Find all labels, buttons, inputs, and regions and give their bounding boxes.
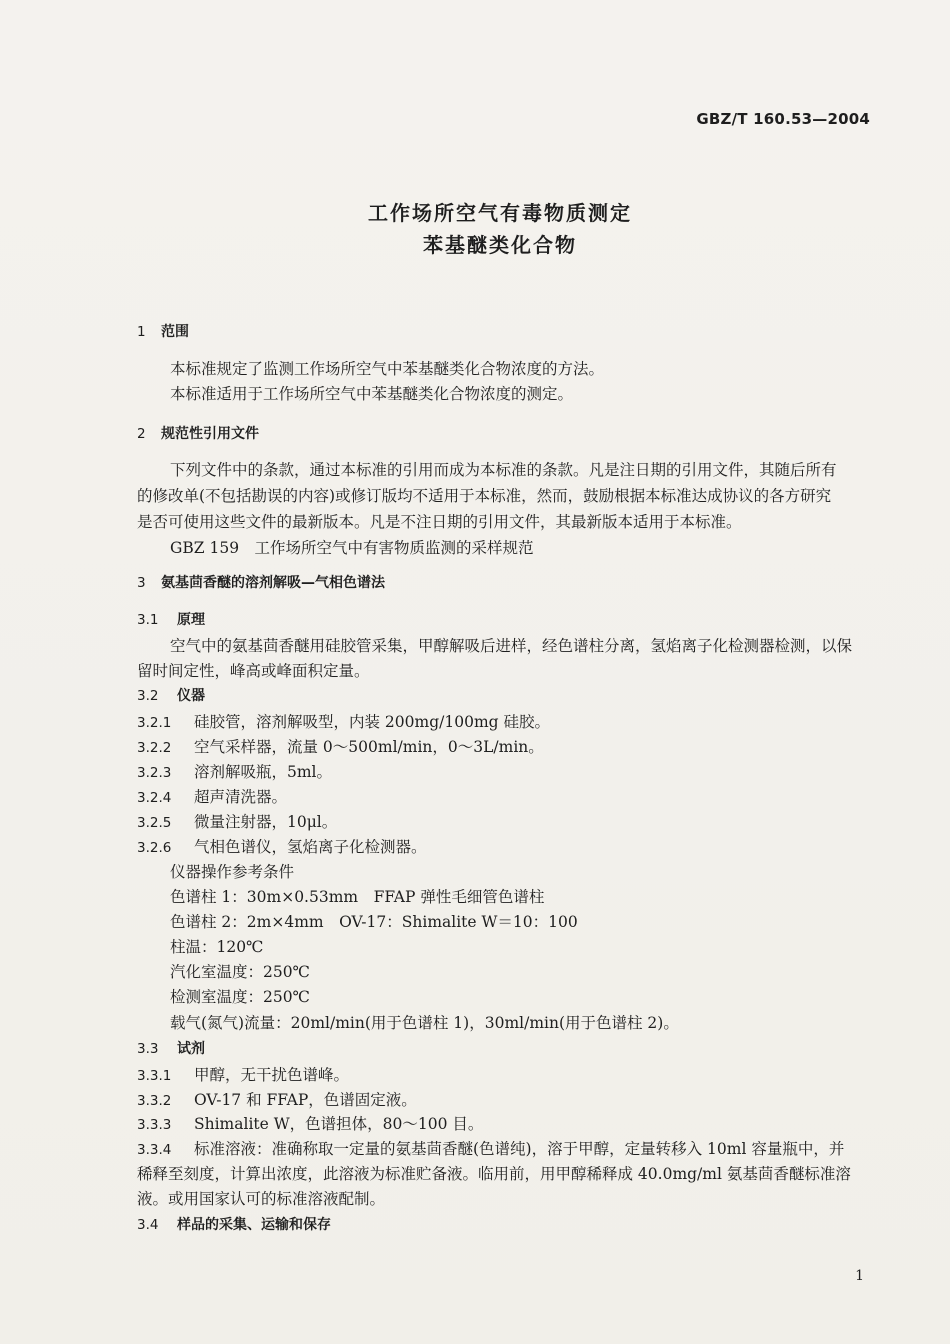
- paragraph-line: 下列文件中的条款，通过本标准的引用而成为本标准的条款。凡是注日期的引用文件，其随后所有: [170, 461, 837, 479]
- item-text: 气相色谱仪，氢焰离子化检测器。: [194, 838, 427, 856]
- condition-line: 检测室温度：250℃: [170, 988, 310, 1006]
- item-text: 标准溶液：准确称取一定量的氨基茴香醚(色谱纯)，溶于甲醇，定量转移入 10ml 容量瓶中，并: [194, 1140, 845, 1158]
- paragraph-line: 稀释至刻度，计算出浓度，此溶液为标准贮备液。临用前，用甲醇稀释成 40.0mg/ml 氨基茴香醚标准溶: [137, 1165, 851, 1183]
- section-2-heading: [137, 424, 259, 444]
- item-text: 甲醇，无干扰色谱峰。: [194, 1066, 350, 1084]
- section-1-heading: [137, 322, 189, 342]
- section-number: 2: [137, 426, 146, 442]
- subsection-number: 3.4: [137, 1217, 159, 1233]
- list-item: [137, 812, 337, 833]
- paragraph-line: 的修改单(不包括勘误的内容)或修订版均不适用于本标准，然而，鼓励根据本标准达成协议的各方研究: [137, 487, 832, 505]
- list-item: [137, 837, 427, 858]
- section-number: 1: [137, 324, 146, 340]
- condition-line: 柱温：120℃: [170, 938, 264, 956]
- item-text: Shimalite W，色谱担体，80～100 目。: [194, 1115, 484, 1133]
- item-text: 溶剂解吸瓶，5ml。: [194, 763, 333, 781]
- section-title: 规范性引用文件: [161, 426, 259, 442]
- item-text: 硅胶管，溶剂解吸型，内装 200mg/100mg 硅胶。: [194, 713, 550, 731]
- item-number: 3.3.2: [137, 1093, 172, 1109]
- item-number: 3.2.3: [137, 765, 172, 781]
- subsection-title: 样品的采集、运输和保存: [177, 1217, 331, 1233]
- subsection-number: 3.3: [137, 1041, 159, 1057]
- paragraph-line: 是否可使用这些文件的最新版本。凡是不注日期的引用文件，其最新版本适用于本标准。: [137, 513, 742, 531]
- item-text: 空气采样器，流量 0～500ml/min，0～3L/min。: [194, 738, 544, 756]
- list-item: [137, 712, 550, 733]
- list-item: [137, 1090, 417, 1111]
- item-text: 超声清洗器。: [194, 788, 288, 806]
- subsection-title: 仪器: [177, 688, 205, 704]
- conditions-title: 仪器操作参考条件: [170, 863, 295, 881]
- paragraph-line: 液。或用国家认可的标准溶液配制。: [137, 1190, 386, 1208]
- condition-line: 载气(氮气)流量：20ml/min(用于色谱柱 1)，30ml/min(用于色谱柱 2)。: [170, 1014, 679, 1032]
- paragraph-line: 空气中的氨基茴香醚用硅胶管采集，甲醇解吸后进样，经色谱柱分离，氢焰离子化检测器检测，以保: [170, 637, 853, 655]
- item-number: 3.2.6: [137, 840, 172, 856]
- page-number: 1: [855, 1268, 864, 1284]
- normative-reference: GBZ 159 工作场所空气中有害物质监测的采样规范: [170, 539, 534, 557]
- paragraph: 本标准规定了监测工作场所空气中苯基醚类化合物浓度的方法。: [170, 360, 605, 378]
- item-text: OV-17 和 FFAP，色谱固定液。: [194, 1091, 417, 1109]
- subsection-number: 3.2: [137, 688, 159, 704]
- subsection-3-3-heading: [137, 1039, 205, 1059]
- paragraph-line: 留时间定性，峰高或峰面积定量。: [137, 662, 370, 680]
- section-title: 范围: [161, 324, 189, 340]
- item-number: 3.3.1: [137, 1068, 172, 1084]
- item-number: 3.2.5: [137, 815, 172, 831]
- document-subtitle: 苯基醚类化合物: [423, 233, 577, 257]
- item-number: 3.3.3: [137, 1117, 172, 1133]
- condition-line: 色谱柱 1：30m×0.53mm FFAP 弹性毛细管色谱柱: [170, 888, 545, 906]
- condition-line: 汽化室温度：250℃: [170, 963, 310, 981]
- section-number: 3: [137, 575, 146, 591]
- paragraph: 本标准适用于工作场所空气中苯基醚类化合物浓度的测定。: [170, 385, 574, 403]
- subsection-title: 试剂: [177, 1041, 205, 1057]
- subsection-number: 3.1: [137, 612, 159, 628]
- item-number: 3.3.4: [137, 1142, 172, 1158]
- document-title: 工作场所空气有毒物质测定: [368, 201, 632, 225]
- list-item: [137, 1114, 483, 1135]
- section-title: 氨基茴香醚的溶剂解吸—气相色谱法: [161, 575, 385, 591]
- subsection-3-2-heading: [137, 686, 205, 706]
- list-item: [137, 787, 287, 808]
- list-item: [137, 762, 332, 783]
- list-item: [137, 1065, 349, 1086]
- list-item: [137, 1139, 844, 1160]
- standard-code: GBZ/T 160.53—2004: [696, 110, 870, 128]
- item-number: 3.2.2: [137, 740, 172, 756]
- list-item: [137, 737, 544, 758]
- subsection-3-4-heading: [137, 1215, 331, 1235]
- subsection-3-1-heading: [137, 610, 205, 630]
- condition-line: 色谱柱 2：2m×4mm OV-17：Shimalite W＝10：100: [170, 913, 578, 931]
- subsection-title: 原理: [177, 612, 205, 628]
- item-number: 3.2.4: [137, 790, 172, 806]
- section-3-heading: [137, 573, 385, 593]
- item-text: 微量注射器，10μl。: [194, 813, 338, 831]
- item-number: 3.2.1: [137, 715, 172, 731]
